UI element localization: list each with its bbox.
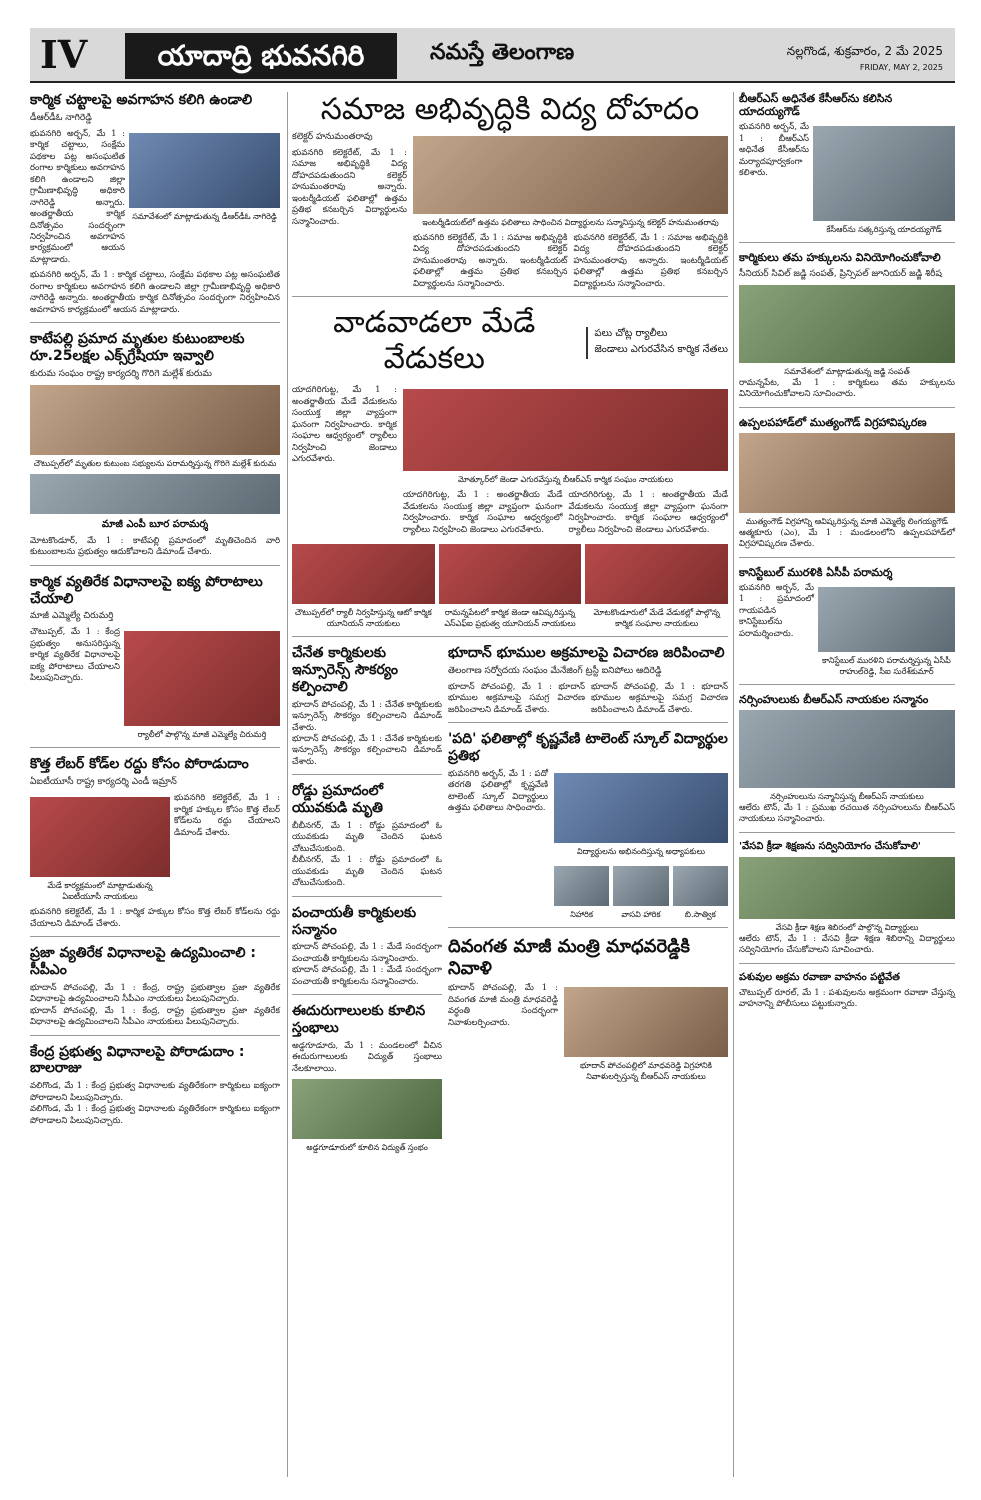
article-kcr — [739, 92, 955, 243]
byline: కలెక్టర్ హనుమంతరావు — [292, 132, 373, 142]
photo-caption: మేడే కార్యక్రమంలో మాట్లాడుతున్న ఏఐటీయూసీ నాయకులు — [47, 881, 153, 902]
article-body: బీబీనగర్, మే 1 : రోడ్డు ప్రమాదంలో ఓ యువకుడు మృతి చెందిన ఘటన చోటుచేసుకుంది. — [292, 821, 442, 854]
center-sub-column-right — [448, 645, 728, 1168]
article-felicitation — [739, 693, 955, 833]
center-sub-column-left — [292, 645, 442, 1168]
article-exgratia — [30, 331, 280, 566]
headline: పశువుల అక్రమ రవాణా వాహనం పట్టివేత — [739, 971, 900, 983]
article-unity-struggle — [30, 574, 280, 749]
headline: ఈదురుగాలులకు కూలిన స్తంభాలు — [292, 1003, 426, 1037]
byline: తెలంగాణ సర్వోదయ సంఘం మేనేజింగ్ ట్రస్టీ ఐనిపోలు ఆదిరెడ్డి — [448, 666, 662, 677]
article-tenth-results — [448, 731, 728, 928]
article-body-cont: భువనగిరి కలెక్టరేట్, మే 1 : సమాజ అభివృద్ధికి విద్య దోహదపడుతుందని కలెక్టర్ హనుమంతరావు అన్నారు. ఇంటర్మీడియట్ ఫలితాల్లో ఉత్తమ ప్రతిభ కనబర్చిన విద్యార్థులను సన్మానించారు. — [573, 233, 728, 289]
article-labour-codes — [30, 756, 280, 937]
photo-caption: చౌటుప్పల్‌లో ర్యాలీ నిర్వహిస్తున్న ఆటో కార్మిక యూనియన్ నాయకులు — [294, 608, 432, 629]
article-body-cont: భువనగిరి కలెక్టరేట్, మే 1 : సమాజ అభివృద్ధికి విద్య దోహదపడుతుందని కలెక్టర్ హనుమంతరావు అన్నారు. ఇంటర్మీడియట్ ఫలితాల్లో ఉత్తమ ప్రతిభ కనబర్చిన విద్యార్థులను సన్మానించారు. — [413, 233, 568, 289]
photo-caption: ఇంటర్మీడియట్‌లో ఉత్తమ ఫలితాలు సాధించిన విద్యార్థులను సన్మానిస్తున్న కలెక్టర్ హనుమంతరావు — [422, 218, 719, 227]
article-bhoodan — [448, 645, 728, 723]
lead-headline: వాడవాడలా మేడే వేడుకలు — [333, 305, 536, 377]
student-name: నిహారిక — [570, 910, 594, 920]
article-body: ఆలేరు టౌన్, మే 1 : ప్రముఖ రచయిత నర్సింహులును బీఆర్‌ఎస్ నాయకులు సన్మానించారు. — [739, 803, 955, 825]
photo-caption: రామన్నపేటలో కార్మిక జెండా ఆవిష్కరిస్తున్న ఎస్‌ఎఫ్‌ఐ ప్రభుత్వ యూనియన్ నాయకులు — [444, 608, 576, 629]
headline: పంచాయతీ కార్మికులకు సన్మానం — [292, 904, 417, 938]
article-photo — [739, 433, 955, 513]
byline: ఏఐటీయూసీ రాష్ట్ర కార్యదర్శి ఎండీ ఇమ్రాన్ — [30, 777, 177, 788]
article-photo — [585, 544, 728, 604]
article-body-cont: వలిగొండ, మే 1 : కేంద్ర ప్రభుత్వ విధానాలకు వ్యతిరేకంగా కార్మికులు ఐక్యంగా పోరాడాలని పిలుపునిచ్చారు. — [30, 1104, 280, 1126]
article-body: అడ్డగూడూరు, మే 1 : మండలంలో వీచిన ఈదురుగాలులకు విద్యుత్ స్తంభాలు నేలకూలాయి. — [292, 1040, 442, 1074]
article-photo — [292, 1079, 442, 1139]
article-body-cont: భువనగిరి కలెక్టరేట్, మే 1 : కార్మిక హక్కుల కోసం కొత్త లేబర్ కోడ్‌లను రద్దు చేయాలని డిమాండ్ చేశారు. — [30, 907, 280, 929]
article-balaraju — [30, 1044, 280, 1133]
article-body: చౌటుప్పల్, మే 1 : కేంద్ర ప్రభుత్వం అనుసరిస్తున్న కార్మిక వ్యతిరేక విధానాలపై ఐక్య పోరాటాలు చేయాలని పిలుపునిచ్చారు. — [30, 627, 120, 684]
lead-headline: సమాజ అభివృద్ధికి విద్య దోహదం — [320, 92, 700, 127]
article-photo — [439, 544, 582, 604]
article-education — [292, 92, 728, 297]
article-tribute — [448, 936, 728, 1089]
article-body-cont: యాదగిరిగుట్ట, మే 1 : అంతర్జాతీయ మేడే వేడుకలను సంయుక్త జిల్లా వ్యాప్తంగా ఘనంగా నిర్వహించారు. కార్మిక సంఘాల ఆధ్వర్యంలో ర్యాలీలు నిర్వహించి జెండాలు ఎగురవేశారు. — [568, 490, 728, 535]
byline: మాజీ ఎమ్మెల్యే చిరుమర్తి — [30, 611, 114, 622]
article-body: భువనగిరి అర్బన్, మే 1 : కార్మిక చట్టాలు, సంక్షేమ పథకాల పట్ల అసంఘటిత రంగాల కార్మికులు అవగాహన కలిగి ఉండాలని జిల్లా గ్రామీణాభివృద్ధి అధికారి నాగిరెడ్డి అన్నారు. అంతర్జాతీయ కార్మిక దినోత్సవం సందర్భంగా నిర్వహించిన అవగాహన కార్యక్రమంలో ఆయన మాట్లాడారు. — [30, 128, 125, 265]
headline: కాటేపల్లి ప్రమాద మృతుల కుటుంబాలకు రూ.25లక్షల ఎక్స్‌గ్రేషియా ఇవ్వాలి — [30, 331, 245, 365]
article-photo — [403, 389, 728, 471]
bullet-item: జెండాలు ఎగురవేసిన కార్మిక నేతలు — [594, 344, 728, 356]
article-photo — [124, 631, 280, 726]
article-body: భూదాన్ పోచంపల్లి, మే 1 : దివంగత మాజీ మంత్రి మాధవరెడ్డి వర్ధంతి సందర్భంగా నివాళులర్పించారు. — [448, 983, 558, 1028]
headline-bullets — [586, 327, 728, 359]
article-body: భూదాన్ పోచంపల్లి, మే 1 : చేనేత కార్మికులకు ఇన్సూరెన్స్ సౌకర్యం కల్పించాలని డిమాండ్ చేశారు. — [292, 699, 442, 733]
article-constable — [739, 566, 955, 685]
article-photo — [129, 133, 280, 208]
headline: బీఆర్‌ఎస్ అధినేత కేసీఆర్‌ను కలిసిన యాదయ్యగౌడ్ — [739, 92, 893, 119]
photo-caption: విద్యార్థులను అభినందిస్తున్న అధ్యాపకులు — [576, 847, 706, 857]
article-body: భూదాన్ పోచంపల్లి, మే 1 : కేంద్ర, రాష్ట్ర ప్రభుత్వాల ప్రజా వ్యతిరేక విధానాలపై ఉద్యమించాలని సీపీఎం నాయకులు పిలుపునిచ్చారు. — [30, 982, 280, 1005]
article-body: ఆత్మకూరు (ఎం), మే 1 : మండలంలోని ఉప్పలపహాడ్‌లో విగ్రహావిష్కరణ చేశారు. — [739, 527, 955, 550]
page-header — [30, 28, 955, 83]
article-body-cont: యాదగిరిగుట్ట, మే 1 : అంతర్జాతీయ మేడే వేడుకలను సంయుక్త జిల్లా వ్యాప్తంగా ఘనంగా నిర్వహించారు. కార్మిక సంఘాల ఆధ్వర్యంలో ర్యాలీలు నిర్వహించి జెండాలు ఎగురవేశారు. — [403, 490, 563, 535]
column-rule — [733, 92, 734, 1477]
photo-caption: భూదాన్ పోచంపల్లిలో మాధవరెడ్డి విగ్రహానికి నివాళులర్పిస్తున్న బీఆర్‌ఎస్ నాయకులు — [580, 1061, 712, 1082]
article-body: భువనగిరి అర్బన్, మే 1 : పదో తరగతి ఫలితాల్లో కృష్ణవేణి టాలెంట్ స్కూల్ విద్యార్థులు ఉత్తమ ఫలితాలు సాధించారు. — [448, 769, 548, 814]
student-name: బి.సాత్విక — [684, 910, 716, 920]
article-body-cont: భువనగిరి అర్బన్, మే 1 : కార్మిక చట్టాలు, సంక్షేమ పథకాల పట్ల అసంఘటిత రంగాల కార్మికులు అవగాహన కలిగి ఉండాలని జిల్లా గ్రామీణాభివృద్ధి అధికారి నాగిరెడ్డి అన్నారు. అంతర్జాతీయ కార్మిక దినోత్సవం సందర్భంగా నిర్వహించిన అవగాహన కార్యక్రమంలో ఆయన మాట్లాడారు. — [30, 270, 280, 315]
headline: కానిస్టేబుల్ మురళికి ఏసీపీ పరామర్శ — [739, 565, 893, 579]
article-mayday — [292, 305, 728, 637]
article-photo — [818, 587, 955, 652]
article-photo — [30, 797, 170, 877]
article-body-cont: భూదాన్ పోచంపల్లి, మే 1 : కేంద్ర, రాష్ట్ర ప్రభుత్వాల ప్రజా వ్యతిరేక విధానాలపై ఉద్యమించాలని సీపీఎం నాయకులు పిలుపునిచ్చారు. — [30, 1005, 280, 1028]
headline: భూదాన్ భూముల అక్రమాలపై విచారణ జరిపించాలి — [448, 645, 725, 662]
photo-caption: కేసీఆర్‌ను సత్కరిస్తున్న యాదయ్యగౌడ్ — [826, 225, 942, 235]
date-english: FRIDAY, MAY 2, 2025 — [859, 63, 943, 72]
article-accident — [292, 783, 442, 896]
article-photo — [739, 857, 955, 919]
article-body-cont: బీబీనగర్, మే 1 : రోడ్డు ప్రమాదంలో ఓ యువకుడు మృతి చెందిన ఘటన చోటుచేసుకుంది. — [292, 855, 442, 889]
article-body: భువనగిరి అర్బన్, మే 1 : ప్రమాదంలో గాయపడిన కానిస్టేబుల్‌ను పరామర్శించారు. — [739, 582, 814, 639]
article-body: వలిగొండ, మే 1 : కేంద్ర ప్రభుత్వ విధానాలకు వ్యతిరేకంగా కార్మికులు ఐక్యంగా పోరాడాలని పిలుపునిచ్చారు. — [30, 1081, 280, 1103]
article-statue — [739, 416, 955, 558]
article-photo — [739, 710, 955, 788]
headline: ప్రజా వ్యతిరేక విధానాలపై ఉద్యమించాలి : సీపీఎం — [30, 945, 256, 978]
district-banner: యాదాద్రి భువనగిరి — [125, 33, 397, 79]
headline: నర్సింహులుకు బీఆర్‌ఎస్ నాయకుల సన్మానం — [739, 692, 929, 706]
date-telugu: నల్లగొండ, శుక్రవారం, 2 మే 2025 — [786, 44, 943, 58]
article-labour-laws — [30, 92, 280, 323]
article-body: భూదాన్ పోచంపల్లి, మే 1 : మేడే సందర్భంగా పంచాయతీ కార్మికులను సన్మానించారు. — [292, 942, 442, 964]
headline: కార్మిక చట్టాలపై అవగాహన కలిగి ఉండాలి — [30, 92, 253, 108]
article-body: భూదాన్ పోచంపల్లి, మే 1 : భూదాన్ భూముల అక్రమాలపై సమగ్ర విచారణ జరిపించాలని డిమాండ్ చేశారు. — [448, 682, 585, 715]
photo-caption: మోటకొండూరులో మేడే వేడుకల్లో పాల్గొన్న కార్మిక సంఘాల నాయకులు — [593, 608, 720, 629]
article-handloom — [292, 645, 442, 775]
bullet-item: పలు చోట్ల ర్యాలీలు — [594, 328, 668, 340]
photo-caption: ర్యాలీలో పాల్గొన్న మాజీ ఎమ్మెల్యే చిరుమర్తి — [137, 730, 267, 740]
article-body: భువనగిరి అర్బన్, మే 1 : బీఆర్‌ఎస్ అధినేత కేసీఆర్‌ను మర్యాదపూర్వకంగా కలిశారు. — [739, 122, 809, 179]
column-left — [30, 92, 280, 1141]
article-photo — [564, 987, 728, 1057]
column-center — [292, 92, 728, 1168]
article-photo — [739, 285, 955, 363]
headline: చేనేత కార్మికులకు ఇన్సూరెన్స్ సౌకర్యం కల్పించాలి — [292, 645, 398, 695]
article-body: రామన్నపేట, మే 1 : కార్మికులు తమ హక్కులను వినియోగించుకోవాలని సూచించారు. — [739, 377, 955, 400]
article-photo — [292, 544, 435, 604]
photo-caption: అడ్డగూడూరులో కూలిన విద్యుత్ స్తంభం — [306, 1143, 428, 1153]
column-rule — [287, 92, 288, 1477]
article-body-cont: భూదాన్ పోచంపల్లి, మే 1 : మేడే సందర్భంగా పంచాయతీ కార్మికులను సన్మానించారు. — [292, 965, 442, 987]
student-photo — [673, 866, 728, 906]
headline: ఉప్పలపహాడ్‌లో ముత్యంగౌడ్ విగ్రహావిష్కరణ — [739, 415, 927, 429]
article-poles — [292, 1003, 442, 1160]
article-body: చౌటుప్పల్ రూరల్, మే 1 : పశువులను అక్రమంగా రవాణా చేస్తున్న వాహనాన్ని పోలీసులు పట్టుకున్నారు. — [739, 987, 955, 1010]
student-name: వాసవి హారిక — [621, 910, 661, 920]
byline: సీనియర్ సివిల్ జడ్జి సంపత్, ప్రిన్సిపల్ జూనియర్ జడ్జి శిరీష — [739, 268, 942, 279]
article-workers-rights — [739, 251, 955, 407]
headline: కార్మిక వ్యతిరేక విధానాలపై ఐక్య పోరాటాలు చేయాలి — [30, 573, 263, 607]
photo-caption: ముత్యంగౌడ్ విగ్రహాన్ని ఆవిష్కరిస్తున్న మాజీ ఎమ్మెల్యే లింగయ్యగౌడ్ — [746, 516, 948, 526]
student-photo — [554, 866, 609, 906]
headline: కొత్త లేబర్ కోడ్‌ల రద్దు కోసం పోరాడుదాం — [30, 756, 249, 773]
article-photo — [813, 126, 955, 221]
sub-headline: మాజీ ఎంపీ బూర పరామర్శ — [101, 518, 209, 530]
page-number: IV — [40, 32, 88, 77]
byline: కురుమ సంఘం రాష్ట్ర కార్యదర్శి గొరిగె మల్లేశ్ కురుమ — [30, 368, 212, 379]
article-body-cont: భూదాన్ పోచంపల్లి, మే 1 : చేనేత కార్మికులకు ఇన్సూరెన్స్ సౌకర్యం కల్పించాలని డిమాండ్ చేశారు. — [292, 734, 442, 767]
headline: కార్మికులు తమ హక్కులను వినియోగించుకోవాలి — [739, 251, 941, 265]
article-body: భువనగిరి కలెక్టరేట్, మే 1 : కార్మిక హక్కుల కోసం కొత్త లేబర్ కోడ్‌లను రద్దు చేయాలని డిమాండ్ చేశారు. — [174, 793, 280, 838]
article-body: ఆలేరు టౌన్, మే 1 : వేసవి క్రీడా శిక్షణ శిబిరాన్ని విద్యార్థులు సద్వినియోగం చేసుకోవాలని సూచించారు. — [739, 933, 955, 956]
article-body-cont: భూదాన్ పోచంపల్లి, మే 1 : భూదాన్ భూముల అక్రమాలపై సమగ్ర విచారణ జరిపించాలని డిమాండ్ చేశారు. — [591, 682, 728, 715]
article-photo — [30, 385, 280, 455]
headline: 'వేసవి క్రీడా శిక్షణను సద్వినియోగం చేసుకోవాలి' — [739, 840, 921, 852]
article-body: భువనగిరి కలెక్టరేట్, మే 1 : సమాజ అభివృద్ధికి విద్య దోహదపడుతుందని కలెక్టర్ హనుమంతరావు అన్నారు. ఇంటర్మీడియట్ ఫలితాల్లో ఉత్తమ ప్రతిభ కనబర్చిన విద్యార్థులను సన్మానించారు. — [292, 148, 407, 227]
byline: డీఆర్‌డీఓ నాగిరెడ్డి — [30, 112, 92, 123]
article-photo — [413, 136, 728, 214]
article-photo — [554, 773, 728, 843]
photo-caption: సమావేశంలో మాట్లాడుతున్న డీఆర్‌డీఓ నాగిరెడ్డి — [132, 211, 277, 221]
student-photo — [613, 866, 668, 906]
article-summer-camp — [739, 841, 955, 964]
column-right — [739, 92, 955, 1025]
dateline — [787, 44, 943, 72]
photo-caption: సమావేశంలో మాట్లాడుతున్న జడ్జి సంపత్ — [784, 366, 910, 376]
photo-caption: చౌటుప్పల్‌లో మృతుల కుటుంబ సభ్యులను పరామర్శిస్తున్న గొరిగె మల్లేశ్ కురుమ — [33, 458, 277, 468]
photo-caption: వేసవి క్రీడా శిక్షణ శిబిరంలో పాల్గొన్న విద్యార్థులు — [775, 922, 919, 932]
article-body: యాదగిరిగుట్ట, మే 1 : అంతర్జాతీయ మేడే వేడుకలను సంయుక్త జిల్లా వ్యాప్తంగా ఘనంగా నిర్వహించారు. కార్మిక సంఘాల ఆధ్వర్యంలో ర్యాలీలు నిర్వహించి జెండాలు ఎగురవేశారు. — [292, 385, 397, 465]
headline: కేంద్ర ప్రభుత్వ విధానాలపై పోరాడుదాం : బాలరాజు — [30, 1043, 245, 1077]
article-cattle — [739, 972, 955, 1017]
photo-caption: నర్సింహులును సన్మానిస్తున్న బీఆర్‌ఎస్ నాయకులు — [770, 792, 924, 801]
headline: 'పది' ఫలితాల్లో కృష్ణవేణి టాలెంట్ స్కూల్ విద్యార్థుల ప్రతిభ — [448, 731, 728, 765]
article-panchayat — [292, 905, 442, 995]
headline: రోడ్డు ప్రమాదంలో యువకుడి మృతి — [292, 783, 384, 817]
photo-caption: మోత్కూర్‌లో జెండా ఎగురవేస్తున్న బీఆర్‌ఎస్ కార్మిక సంఘం నాయకులు — [457, 475, 674, 485]
article-photo — [30, 474, 280, 514]
article-cpm — [30, 945, 280, 1035]
photo-caption: కానిస్టేబుల్ మురళిని పరామర్శిస్తున్న ఏసీపీ రాహుల్‌రెడ్డి, సీఐ సురేశ్‌కుమార్ — [822, 655, 951, 676]
headline: దివంగత మాజీ మంత్రి మాధవరెడ్డికి నివాళి — [448, 936, 690, 979]
newspaper-name: నమస్తే తెలంగాణ — [430, 40, 575, 65]
article-body: మోటకొండూర్, మే 1 : కాటేపల్లి ప్రమాదంలో మృతిచెందిన వారి కుటుంబాలను ప్రభుత్వం ఆదుకోవాలని డిమాండ్ చేశారు. — [30, 535, 280, 558]
